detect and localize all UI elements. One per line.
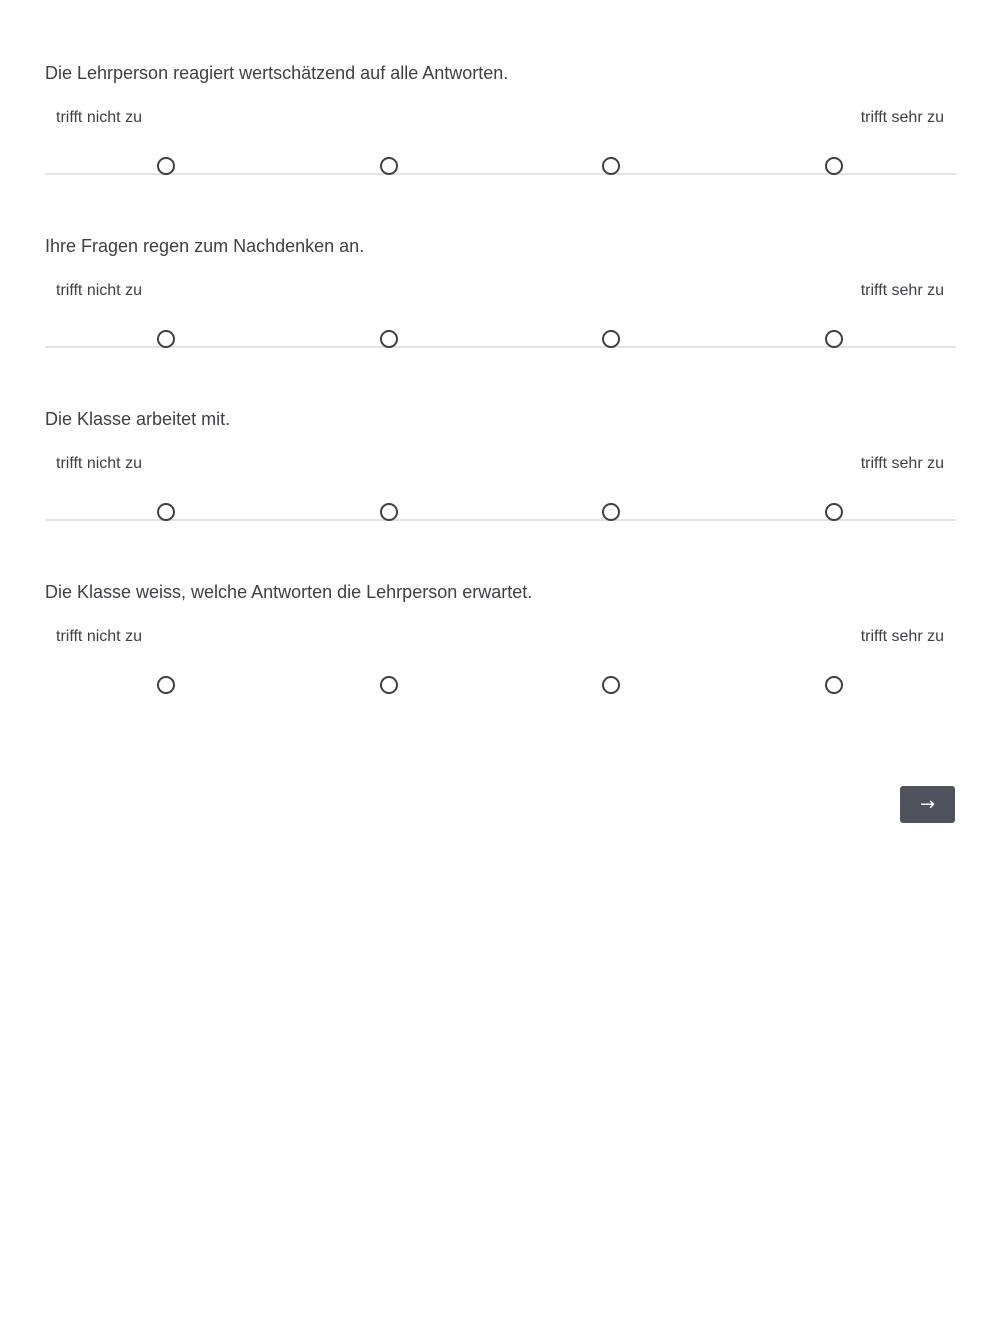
scale-low-label: trifft nicht zu [56,455,142,472]
question-block [45,173,956,348]
question-block [45,346,956,521]
question-text: Die Klasse weiss, welche Antworten die Lehrperson erwartet. [45,582,533,602]
scale-low-label: trifft nicht zu [56,282,142,299]
radio-option-3[interactable] [602,676,620,694]
scale-low-label: trifft nicht zu [56,109,142,126]
question-block [45,0,956,175]
question-block [45,519,956,692]
question-text: Ihre Fragen regen zum Nachdenken an. [45,236,365,256]
scale-high-label: trifft sehr zu [860,282,944,299]
question-text: Die Lehrperson reagiert wertschätzend auf alle Antworten. [45,63,509,83]
scale-high-label: trifft sehr zu [860,109,944,126]
radio-option-2[interactable] [380,676,398,694]
scale-high-label: trifft sehr zu [860,455,944,472]
question-text: Die Klasse arbeitet mit. [45,409,231,429]
radio-option-4[interactable] [825,676,843,694]
scale-high-label: trifft sehr zu [860,628,944,645]
next-button[interactable]: → [900,786,955,823]
scale-low-label: trifft nicht zu [56,628,142,645]
radio-option-1[interactable] [157,676,175,694]
